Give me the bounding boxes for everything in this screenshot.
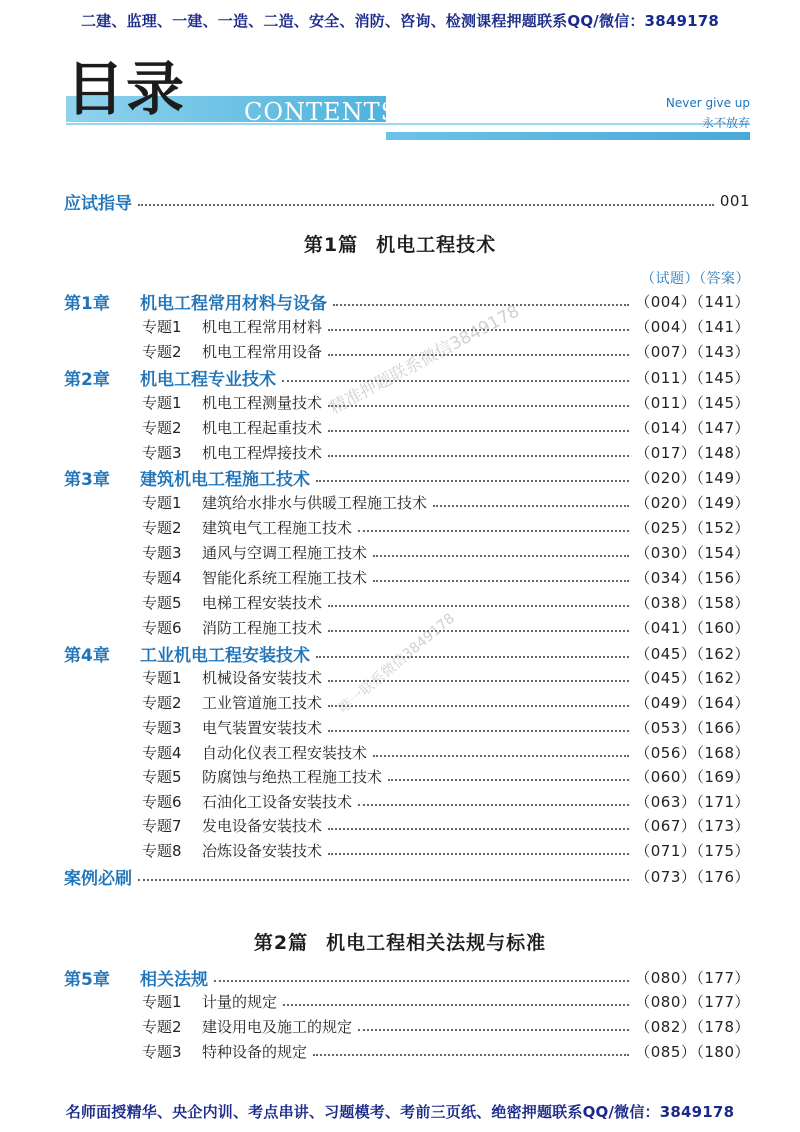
chapter-pages: （011）（145）: [635, 368, 750, 387]
topic-number: 专题5: [142, 593, 182, 612]
topic-title: 自动化仪表工程安装技术: [202, 743, 368, 762]
topic-pages: （011）（145）: [635, 393, 750, 412]
motto-english: Never give up: [665, 96, 750, 110]
topic-title: 通风与空调工程施工技术: [202, 543, 368, 562]
topic-pages: （053）（166）: [635, 718, 750, 737]
dot-leader: [282, 378, 629, 382]
topic-pages: （020）（149）: [635, 493, 750, 512]
topic-pages: （056）（168）: [635, 743, 750, 762]
dot-leader: [214, 978, 629, 982]
toc-row-topic[interactable]: [64, 416, 750, 438]
toc-row-topic[interactable]: [64, 315, 750, 337]
topic-title: 机电工程常用设备: [202, 342, 323, 361]
chapter-pages: （045）（162）: [635, 644, 750, 663]
toc-guide-label: 应试指导: [64, 193, 132, 214]
topic-pages: （030）（154）: [635, 543, 750, 562]
toc-row-topic[interactable]: [64, 765, 750, 787]
topic-title: 计量的规定: [202, 992, 278, 1011]
toc-row-topic[interactable]: [64, 591, 750, 613]
toc-row-topic[interactable]: [64, 691, 750, 713]
topic-pages: （004）（141）: [635, 317, 750, 336]
topic-title: 机电工程测量技术: [202, 393, 323, 412]
chapter-title: 相关法规: [140, 969, 208, 990]
topic-pages: （017）（148）: [635, 443, 750, 462]
part-number: 第2篇: [253, 932, 309, 954]
topic-number: 专题5: [142, 767, 182, 786]
toc-row-topic[interactable]: [64, 516, 750, 538]
topic-number: 专题4: [142, 743, 182, 762]
toc-row-topic[interactable]: [64, 391, 750, 413]
dot-leader: [328, 352, 629, 356]
toc-row-case[interactable]: [64, 865, 750, 887]
top-promo-banner: 二建、监理、一建、一造、二造、安全、消防、咨询、检测课程押题联系QQ/微信：3849178: [80, 12, 720, 30]
topic-pages: （034）（156）: [635, 568, 750, 587]
dot-leader: [138, 202, 714, 206]
topic-number: 专题3: [142, 543, 182, 562]
dot-leader: [316, 478, 629, 482]
toc-row-topic[interactable]: [64, 441, 750, 463]
part-2-heading: [0, 928, 800, 955]
topic-pages: （060）（169）: [635, 767, 750, 786]
toc-row-chapter-3[interactable]: [64, 466, 750, 488]
topic-number: 专题4: [142, 568, 182, 587]
chapter-title: 工业机电工程安装技术: [140, 645, 310, 666]
toc-row-topic[interactable]: [64, 839, 750, 861]
topic-pages: （071）（175）: [635, 841, 750, 860]
topic-title: 机械设备安装技术: [202, 668, 323, 687]
toc-row-chapter-1[interactable]: [64, 290, 750, 312]
topic-number: 专题8: [142, 841, 182, 860]
topic-number: 专题2: [142, 418, 182, 437]
chapter-title: 建筑机电工程施工技术: [140, 469, 310, 490]
topic-title: 机电工程常用材料: [202, 317, 323, 336]
toc-row-topic[interactable]: [64, 566, 750, 588]
topic-number: 专题1: [142, 992, 182, 1011]
topic-title: 机电工程焊接技术: [202, 443, 323, 462]
chapter-pages: （020）（149）: [635, 468, 750, 487]
topic-number: 专题6: [142, 618, 182, 637]
topic-pages: （041）（160）: [635, 618, 750, 637]
topic-title: 石油化工设备安装技术: [202, 792, 353, 811]
topic-number: 专题2: [142, 518, 182, 537]
dot-leader: [433, 503, 629, 507]
topic-title: 建设用电及施工的规定: [202, 1017, 353, 1036]
chapter-number: 第4章: [64, 645, 110, 666]
topic-number: 专题2: [142, 1017, 182, 1036]
topic-pages: （038）（158）: [635, 593, 750, 612]
chapter-title: 机电工程常用材料与设备: [140, 293, 327, 314]
topic-title: 特种设备的规定: [202, 1042, 308, 1061]
dot-leader: [328, 728, 629, 732]
topic-number: 专题2: [142, 693, 182, 712]
dot-leader: [316, 654, 629, 658]
title-thin-rule: [66, 123, 750, 125]
topic-pages: （025）（152）: [635, 518, 750, 537]
topic-title: 防腐蚀与绝热工程施工技术: [202, 767, 383, 786]
chapter-number: 第5章: [64, 969, 110, 990]
topic-pages: （014）（147）: [635, 418, 750, 437]
toc-row-topic[interactable]: [64, 616, 750, 638]
toc-row-chapter-5[interactable]: [64, 966, 750, 988]
case-label: 案例必刷: [64, 868, 132, 889]
dot-leader: [373, 753, 629, 757]
toc-row-topic[interactable]: [64, 666, 750, 688]
toc-guide-page: 001: [719, 192, 750, 210]
topic-number: 专题7: [142, 816, 182, 835]
topic-pages: （082）（178）: [635, 1017, 750, 1036]
toc-row-topic[interactable]: [64, 1040, 750, 1062]
dot-leader: [328, 851, 629, 855]
topic-title: 建筑给水排水与供暖工程施工技术: [202, 493, 428, 512]
watermark-text: 精准押题联系微信3849178: [326, 301, 523, 419]
motto-chinese: 永不放弃: [701, 116, 750, 130]
dot-leader: [313, 1052, 629, 1056]
chapter-number: 第2章: [64, 369, 110, 390]
part-1-heading: [0, 230, 800, 257]
dot-leader: [373, 553, 629, 557]
dot-leader: [138, 877, 629, 881]
topic-pages: （085）（180）: [635, 1042, 750, 1061]
topic-number: 专题3: [142, 443, 182, 462]
chapter-title: 机电工程专业技术: [140, 369, 276, 390]
topic-pages: （063）（171）: [635, 792, 750, 811]
dot-leader: [328, 403, 629, 407]
topic-pages: （045）（162）: [635, 668, 750, 687]
bottom-promo-banner: 名师面授精华、央企内训、考点串讲、习题模考、考前三页纸、绝密押题联系QQ/微信：3849178: [65, 1103, 735, 1121]
part-title: 机电工程技术: [376, 234, 497, 256]
topic-number: 专题1: [142, 668, 182, 687]
topic-title: 发电设备安装技术: [202, 816, 323, 835]
page-title: 目录: [66, 55, 187, 123]
dot-leader: [358, 802, 629, 806]
topic-title: 电气装置安装技术: [202, 718, 323, 737]
toc-row-topic[interactable]: [64, 741, 750, 763]
chapter-pages: （004）（141）: [635, 292, 750, 311]
topic-pages: （080）（177）: [635, 992, 750, 1011]
topic-title: 建筑电气工程施工技术: [202, 518, 353, 537]
topic-title: 电梯工程安装技术: [202, 593, 323, 612]
topic-title: 工业管道施工技术: [202, 693, 323, 712]
topic-title: 智能化系统工程施工技术: [202, 568, 368, 587]
topic-title: 冶炼设备安装技术: [202, 841, 323, 860]
dot-leader: [328, 826, 629, 830]
dot-leader: [328, 703, 629, 707]
chapter-number: 第3章: [64, 469, 110, 490]
topic-number: 专题6: [142, 792, 182, 811]
dot-leader: [328, 428, 629, 432]
dot-leader: [388, 777, 629, 781]
topic-number: 专题3: [142, 1042, 182, 1061]
toc-row-topic[interactable]: [64, 1015, 750, 1037]
dot-leader: [328, 603, 629, 607]
title-underline-rule: [386, 132, 750, 140]
dot-leader: [283, 1002, 629, 1006]
chapter-number: 第1章: [64, 293, 110, 314]
part-number: 第1篇: [303, 234, 359, 256]
toc-row-topic[interactable]: [64, 491, 750, 513]
part-title: 机电工程相关法规与标准: [326, 932, 547, 954]
dot-leader: [373, 578, 629, 582]
topic-number: 专题1: [142, 317, 182, 336]
toc-row-topic[interactable]: [64, 990, 750, 1012]
topic-number: 专题1: [142, 493, 182, 512]
toc-row-topic[interactable]: [64, 790, 750, 812]
topic-pages: （049）（164）: [635, 693, 750, 712]
case-pages: （073）（176）: [635, 867, 750, 886]
dot-leader: [328, 628, 629, 632]
page-title-english: CONTENTS: [244, 98, 399, 126]
dot-leader: [358, 528, 629, 532]
topic-number: 专题3: [142, 718, 182, 737]
column-header: （试题）（答案）: [641, 271, 750, 287]
topic-pages: （007）（143）: [635, 342, 750, 361]
toc-row-topic[interactable]: [64, 541, 750, 563]
topic-number: 专题1: [142, 393, 182, 412]
watermark-text: 唯一联系微信3849178: [335, 610, 458, 717]
toc-row-guide[interactable]: [64, 190, 750, 212]
dot-leader: [328, 453, 629, 457]
topic-pages: （067）（173）: [635, 816, 750, 835]
dot-leader: [333, 302, 629, 306]
toc-row-topic[interactable]: [64, 814, 750, 836]
toc-row-topic[interactable]: [64, 716, 750, 738]
chapter-pages: （080）（177）: [635, 968, 750, 987]
topic-title: 机电工程起重技术: [202, 418, 323, 437]
dot-leader: [358, 1027, 629, 1031]
topic-number: 专题2: [142, 342, 182, 361]
topic-title: 消防工程施工技术: [202, 618, 323, 637]
